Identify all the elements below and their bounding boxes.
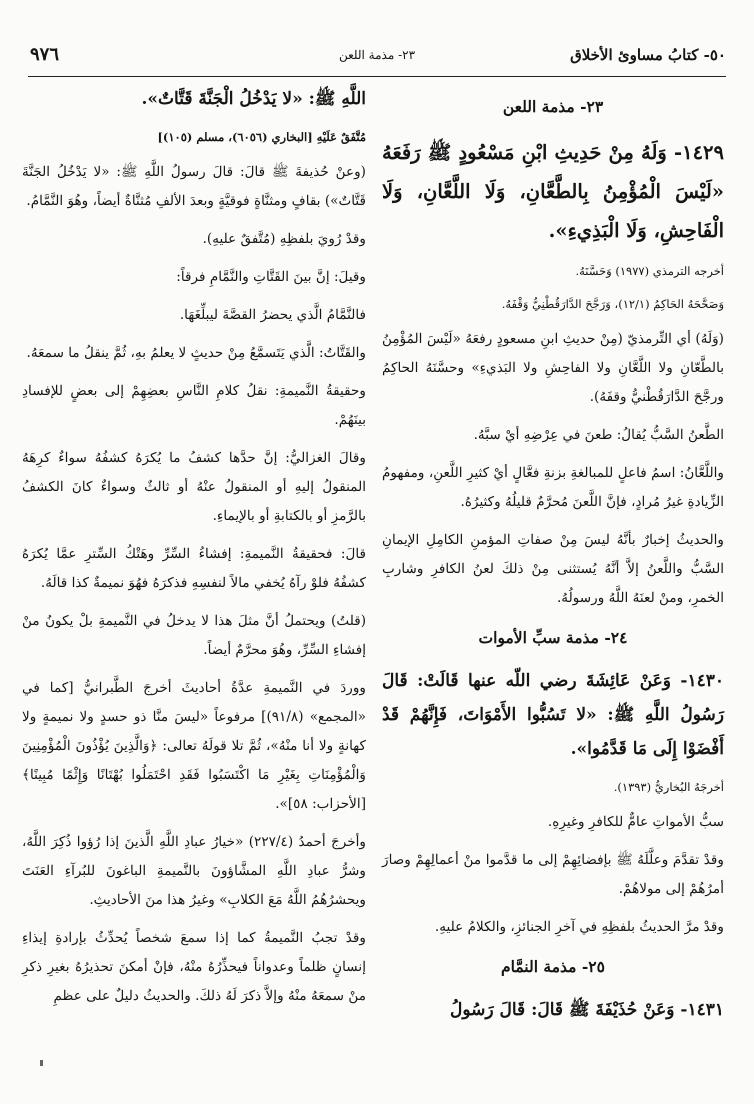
- running-title: ٥٠- كتابُ مساوئ الأخلاق: [570, 46, 726, 64]
- commentary-paragraph: وقدْ تقدَّمَ وعلَّلَهُ ﷺ بإفضائِهِمْ إلى ما قدَّموا منْ أعمالِهِمْ وصارَ أمرُهُمْ إلى مولاهُمْ.: [382, 852, 724, 897]
- commentary-paragraph: (وعنْ حُذيفةَ ﷺ قالَ: قالَ رسولُ اللَّهِ ﷺ: «لا يَدْخُلُ الجَنَّةَ قَتَّاتٌ») بقافٍ ومثنَّاةٍ فوقيَّةٍ وبعدَ الألفِ مُثنَّاةٌ أيضاً، وهُوَ النَّمَّامُ.: [22, 164, 366, 209]
- page-number: ٩٧٦: [30, 44, 60, 65]
- right-column: [382, 82, 724, 1036]
- page-header: [28, 40, 726, 77]
- commentary-paragraph: وقيلَ: إنَّ بينَ القَتَّاتِ والنَّمَّامِ فرقاً:: [176, 269, 366, 285]
- commentary-paragraph: والحديثُ إخبارٌ بأنَّهُ ليسَ مِنْ صفاتِ المؤمنِ الكامِلِ الإيمانِ السَّبُّ واللَّعنُ إلاَّ أنَّهُ يُستثنى مِنْ ذلكَ لعنُ الكافرِ وشاربِ الخمرِ، ومنْ لعنَهُ اللَّهُ ورسولُهُ.: [382, 532, 724, 606]
- hadith-1430-ref: أخرجَهُ البُخاريُّ (١٣٩٣).: [613, 780, 724, 794]
- hadith-1429: ١٤٢٩- وَلَهُ مِنْ حَدِيثِ ابْنِ مَسْعُودٍ ﷺ رَفَعَهُ «لَيْسَ الْمُؤْمِنُ بِالطَّعَّانِ، وَلَا اللَّعَّانِ، وَلَا الْفَاحِشِ، وَلَا الْبَذِيءِ».: [382, 141, 724, 242]
- section-24-title: ٢٤- مذمة سبِّ الأموات: [478, 628, 628, 647]
- commentary-paragraph: قالَ: فحقيقةُ النَّميمةِ: إفشاءُ السِّرِّ وهَتْكُ السِّترِ عمَّا يُكرَهُ كشفُهُ فلوْ رآهُ يُخفي مالاً لنفسِهِ فذكرَهُ فهُوَ نميمةٌ كذا قالَهُ.: [22, 546, 366, 591]
- commentary-paragraph: الطَّعنُ السَّبُّ يُقالُ: طعنَ في عِرْضِهِ أيْ سبَّهُ.: [473, 427, 724, 443]
- hadith-1429-ref-b: وَصَحَّحَهُ الحَاكِمُ (١٢/١)، وَرَجَّحَ الدَّارَقُطْنِيُّ وَقْفَهُ.: [501, 297, 724, 311]
- print-mark: [40, 1060, 43, 1066]
- commentary-paragraph: وقدْ تجبُ النَّميمةُ كما إذا سمعَ شخصاً يُحدِّثُ بإرادةِ إيذاءِ إنسانٍ ظلماً وعدواناً فيحذِّرُهُ منْهُ، فإنْ أمكنَ تحذيرُهُ بغيرِ ذكرِ منْ سمعَهُ منْهُ وإلاَّ ذكرَ لَهُ ذلكَ. والحديثُ دليلٌ على عظمِ: [22, 930, 366, 1004]
- hadith-1429-ref-a: أخرجه الترمذي (١٩٧٧) وَحَسَّنَهُ.: [575, 264, 724, 278]
- section-23-title: ٢٣- مذمة اللعن: [502, 97, 604, 116]
- commentary-paragraph: وأخرجَ أحمدُ (٢٢٧/٤) «خيارُ عبادِ اللَّهِ الَّذينَ إذا رُؤوا ذُكِرَ اللَّهُ، وشرُّ عبادِ اللَّهِ المشَّاؤونَ بالنَّميمةِ الباغونَ للبُرآءِ العَنَتَ ويحشرُهُمُ اللَّهُ مَعَ الكلابِ» وغيرُ هذا منَ الأحاديثِ.: [22, 834, 366, 908]
- hadith-1431-ref: مُتَّفَقٌ عَلَيْهِ [البخاري (٦٠٥٦)، مسلم (١٠٥)]: [157, 130, 366, 144]
- commentary-paragraph: وقدْ مرَّ الحديثُ بلفظِهِ في آخرِ الجنائزِ، والكلامُ عليهِ.: [434, 919, 724, 935]
- commentary-paragraph: (قلتُ) ويحتملُ أنَّ مثلَ هذا لا يدخلُ في النَّميمةِ بلْ يكونُ منْ إفشاءِ السِّرِّ، وهُوَ محرَّمٌ أيضاً.: [22, 613, 366, 658]
- left-column: [22, 82, 366, 1020]
- commentary-paragraph: (وَلَهُ) أي التِّرمذيّ (مِنْ حديثِ ابنِ مسعودٍ رفعَهُ «لَيْسَ المُؤْمِنُ بالطَّعّانِ ولا اللَّعَّانِ ولا الفاحِشِ ولا البَذيءِ» وحسَّنَهُ الحاكِمُ ورجَّحَ الدَّارَقُطْنيُّ وقفَهُ).: [382, 331, 724, 405]
- section-heading: ٢٣- مذمة اللعن: [338, 48, 416, 62]
- hadith-1431: ١٤٣١- وَعَنْ حُذَيْفَةَ ﷺ قَالَ: قَالَ رَسُولُ: [450, 1000, 724, 1020]
- commentary-paragraph: ووردَ في النَّميمةِ عدَّةُ أحاديثَ أخرجَ الطَّبرانيُّ [كما في «المجمع» (٩١/٨)] مرفوعاً «ليسَ منَّا ذو حسدٍ ولا نميمةٍ ولا كهانةٍ ولا أنا منْهُ»، ثُمَّ تلا قولَهُ تعالى: ﴿وَالَّذِينَ يُؤْذُونَ الْمُؤْمِنِينَ وَالْمُؤْمِنَاتِ بِغَيْرِ مَا اكْتَسَبُوا فَقَدِ احْتَمَلُوا بُهْتَانًا وَإِثْمًا مُبِينًا﴾ [الأحزاب: ٥٨]».: [22, 680, 366, 812]
- commentary-paragraph: والقَتَّاتُ: الَّذي يَتَسمَّعُ مِنْ حديثٍ لا يعلمُ بهِ، ثُمَّ ينقلُ ما سمعَهُ.: [26, 345, 366, 361]
- commentary-paragraph: فالنَّمَّامُ الَّذي يحضرُ القصَّةَ ليبلِّغَهَا.: [179, 307, 366, 323]
- commentary-paragraph: وحقيقةُ النَّميمةِ: نقلُ كلامِ النَّاسِ بعضِهِمْ إلى بعضٍ للإفسادِ بينَهُمْ.: [22, 383, 366, 428]
- hadith-1431-continued: اللَّهِ ﷺ: «لا يَدْخُلُ الْجَنَّةَ قَتَّاتٌ».: [141, 89, 366, 109]
- commentary-paragraph: واللَّعَّانُ: اسمُ فاعلٍ للمبالغةِ بزنةِ فعَّالٍ أيْ كثيرِ اللَّعنِ، ومفهومُ الزِّيادةِ غيرُ مُرادٍ، فإنَّ اللَّعنَ مُحرَّمٌ قليلُهُ وكثيرُهُ.: [382, 465, 724, 510]
- commentary-paragraph: وقالَ الغزاليُّ: إنَّ حدَّها كشفُ ما يُكرَهُ كشفُهُ سواءٌ كرِهَهُ المنقولُ إليهِ أو المنقولُ عنْهُ أو ثالثٌ وسواءٌ كانَ الكشفُ بالرَّمزِ أو بالكتابةِ أو بالإيماءِ.: [22, 450, 366, 524]
- commentary-paragraph: سبُّ الأمواتِ عامٌّ للكافرِ وغيرِهِ.: [547, 814, 724, 830]
- hadith-1430: ١٤٣٠- وَعَنْ عَائِشَةَ رضي اللّه عنها قَالَتْ: قَالَ رَسُولُ اللَّهِ ﷺ: «لا تَسُبُّوا الأَمْوَاتَ، فَإِنَّهُمْ قَدْ أَفْضَوْا إِلَى مَا قَدَّمُوا».: [382, 671, 724, 759]
- commentary-paragraph: وقدْ رُويَ بلفظِهِ (مُتَّفقٌ عليهِ).: [202, 231, 366, 247]
- section-25-title: ٢٥- مذمة النمَّام: [501, 957, 605, 976]
